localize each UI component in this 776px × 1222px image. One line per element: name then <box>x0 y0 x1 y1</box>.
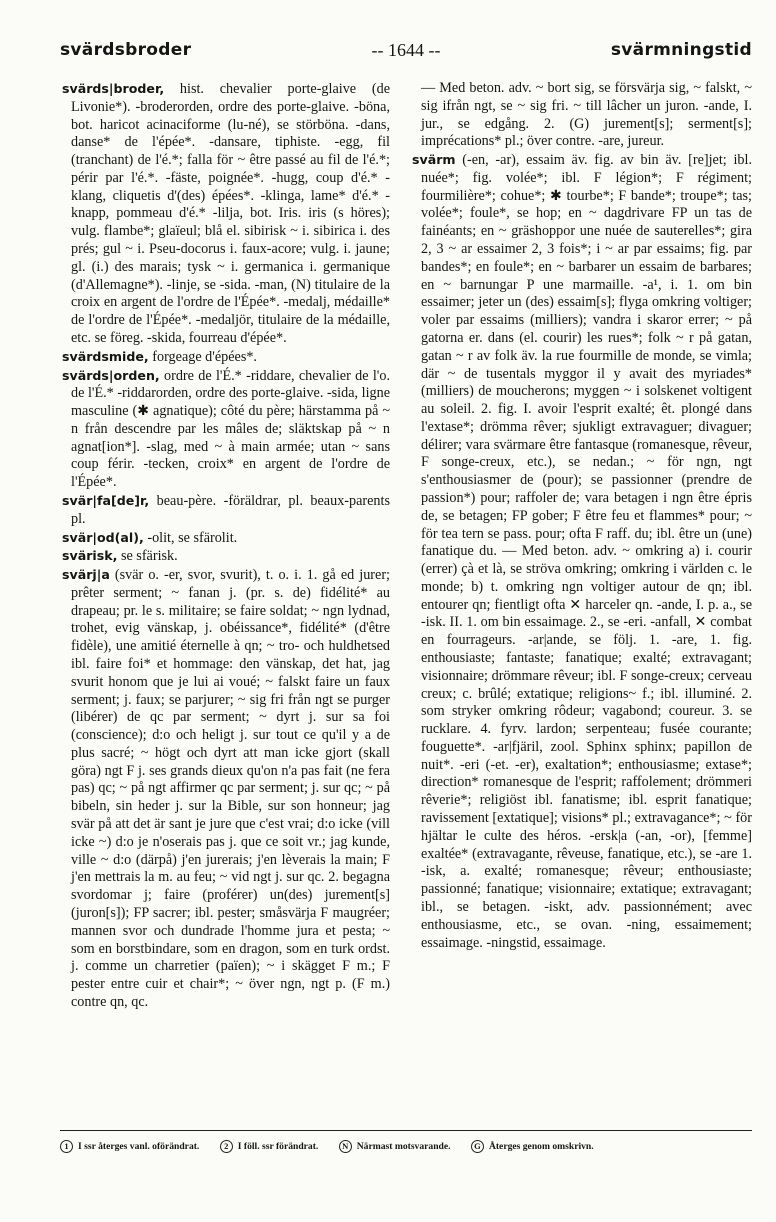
entry-text: hist. chevalier porte-glaive (de Livonie*). -broderorden, ordre des porte-glaive. -böna, bot. haricot acinaciforme (lu-né), se störböna. -dans, danse* de l'épée*. -dansare, tiphiste. -egg, fil (tranchant) de l'é.*; falla för ~ être passé au fil de l'é.*; périr par l'é.*. -fäste, poignée*. -hugg, coup d'é.* -klang, cliquetis d'(des) épées*. -klinga, lame* d'é.* -knapp, pommeau d'é.* -lilja, bot. Iris. iris (s höres); vulg. flambe*; glaïeul; blå el. sibirisk ~ i. sibirica i. des prés; gul ~ i. Pseu-docorus i. faux-acore; vulg. i. jaune; gl. (i.) des marais; tysk ~ i. germanica i. germanique (d'Allemagne*). -linje, se -sida. -man, (N) titulaire de la croix en argent de l'ordre de l'Épée*. -medalj, médaille* de l'ordre de l'Épée*. -medaljör, titulaire de la médaille, etc. se föreg. -skida, fourreau d'épée*. <box>71 81 390 346</box>
footnote-text: Återges genom omskrivn. <box>488 1140 594 1152</box>
headword: svärm <box>412 152 456 168</box>
left-column <box>62 80 390 1012</box>
entry-text: (-en, -ar), essaim äv. fig. av bin äv. [re]jet; ibl. nuée*; fig. volée*; ibl. F légion*; F régiment; fourmilière*; cohue*; ✱ tourbe*; F bande*; troupe*; tas; volée*; foule*, se hop; en ~ dagdrivare FP un tas de fainéants; en ~ gräshoppor une nuée de sauterelles*; gira 2, 3 ~ ar essaimer 2, 3 fois*; i ~ ar par essaims; fig. par bandes*; en foule*; en ~ barbarer un essaim de barbares; en ~ barnungar P une marmaille. -a¹, i. 1. om bin essaimer; jeter un (des) essaim[s]; flyga omkring voltiger; voler par essaims (milliers); vandra i skaror errer; ~ på gatorna er. dans (el. courir) les rues*; folk ~ r på gatan, gatan ~ r av folk äv. la rue fourmille de monde, se vimla; där ~ de tusentals myggor il y avait des myriades* (milliers) de moucherons; myggen ~ i solskenet voltigent au soleil. 2. fig. I. avoir l'esprit exalté; êt. plongé dans l'extase*; drömma rêver; sjukligt extravaguer; divaguer; délirer; vara svärmare être fantasque (romanesque, rêveur, F songe-creux, etc.), se nedan.; ~ för ngn, ngt s'enthousiasmer de (pour); se passionner (prendre de passion*) pour; raffoler de; vara betagen i ngn être épris de, se betagen; FP gober; F être feu et flammes* pour; ~ för tea tern se pass. pour; ofta F raff. du; ibl. être un (une) fanatique du. — Med beton. adv. ~ omkring a) i. courir (errer) çà et là, se ströva omkring; omkring i världen c. le monde; b) t. omkring ngn voltiger autour de qn; ibl. entourer qn; fientligt ofta ✕ harceler qn. -ande, I. p. a., se -isk. II. 1. om bin essaimage. 2., se -eri. -anfall, ✕ combat en fourrageurs. -ar|ande, se följ. 1. -are, 1. fig. enthousiaste; fantaste; fanatique; exalté; extravagant; visionnaire; drömmare rêveur; ibl. F songe-creux; cerveau creux; c. brûlé; extatique; religions~ f.; ibl. illuminé. 2. som stryker omkring rôdeur; vagabond; coureur. 3. se rucklare. 4. fyrv. lardon; serpenteau; fusée courante; fouguette*. -ar|fjäril, zool. Sphinx sphinx; papillon de nuit*. -eri (-et. -er), exaltation*; enthousiasme; extase*; direction* romanesque de l'esprit; raffolement; drömmeri rêverie*; religiöst ibl. fanatisme; ibl. esprit fanatique; ravissement [extatique]; visions* pl.; extravagance*; ~ för hjältar le culte des héros. -ersk|a (-an, -or), [femme] exaltée* (extravagante, rêveuse, fanatique, etc.), se -are 1. -isk, a. exalté; romanesque; rêveur; enthousiaste; passionné; fanatique; visionnaire; extatique; extravagant; ibl., se betagen. -iskt, adv. passionnément; avec enthousiasme, etc., se ovan. -ning, essaimement; essaimage. -ningstid, essaimage. <box>421 152 752 951</box>
entry <box>62 529 390 548</box>
entry-text: se sfärisk. <box>117 548 178 565</box>
entry <box>62 547 390 566</box>
entry-text: (svär o. -er, svor, svurit), t. o. i. 1. gå ed jurer; prêter serment; ~ fanan j. (pr. s. de) fidélité* au drapeau; pr. le s. militaire; se faire soldat; ~ ngn lydnad, trohet, evig vänskap, j. obéissance*, fidélité* (d'être fidèle), une amitié éternelle à qn; ~ tro- och huldhetsed ibl. faire foi* et hommage: den vänskap, det hat, jag svurit honom que je lui ai voué; ~ falskt faire un faux serment; j. faux; se parjurer; ~ sig fri från ngt se purger (libérer) de qc par serment; ~ dyrt j. sur sa foi (conscience); d:o och heligt j. sur tout ce qu'il y a de plus sacré; ~ högt och dyrt att man icke gjort (skall göra) ngt F j. ses grands dieux qu'on n'a pas fait (ne fera pas) qc; ~ på ngt affirmer qc par serment; j. sur qc; ~ på bibeln, sin heder j. sur la Bible, sur son honneur; jag svär på att det är sant je jure que c'est vrai; d:o icke (vill icke ~) d:o je n'oserais pas j. que ce soit vr.; jag kunde, ville ~ d:o (därpå) j'en jurerais; j'en lèverais la main; F j'en mettrais la m. au feu; ~ vid ngt j. sur qc. 2. begagna svordomar j; faire (proférer) un(des) jurement[s] (juron[s]); FP sacrer; ibl. pester; småsvärja F maugréer; mannen svor och dundrade l'homme jura et pesta; ~ som en borstbindare, som en dragon, som en turk ordst. j. comme un charretier (païen); ~ i skägget F m.; F pester entre cuir et chair*; ~ över ngn, ngt p. (F m.) contre qn, qc. <box>71 567 390 1010</box>
footnote-mark: 2 <box>220 1140 233 1153</box>
headword: svärdsmide, <box>62 348 149 364</box>
footnote-text: I ssr återges vanl. oförändrat. <box>78 1140 200 1152</box>
headword: svär|fa[de]r, <box>62 492 150 508</box>
footnotes <box>60 1140 760 1153</box>
entry-continuation <box>412 80 752 151</box>
headword: svärj|a <box>62 567 110 583</box>
header-last-word: svärmningstid <box>610 40 752 60</box>
entry <box>62 80 390 348</box>
right-column <box>412 80 752 952</box>
headword: svärds|broder, <box>62 81 165 96</box>
entry <box>412 151 752 952</box>
footnote <box>60 1141 199 1152</box>
entry-text: — Med beton. adv. ~ bort sig, se försvärja sig, ~ falskt, ~ sig ifrån ngt, se ~ sig fri. ~ till lâcher un juron. -ande, I. jur., se edgång. 2. (G) jurement[s]; serment[s]; imprécations* pl.; över contre. -are, jureur. <box>421 80 752 150</box>
footnote <box>220 1141 319 1152</box>
entry <box>62 367 390 492</box>
entry-text: ordre de l'É.* -riddare, chevalier de l'o. de l'É.* -riddarorden, ordre des porte-glaive. -sida, ligne masculine (✱ agnatique); côté du père; härstamma på ~ n från descendre par les mâles de; släktskap på ~ n agnat[ion*]. -slag, med ~ à main armée; utan ~ sans coup férir. -tecken, croix* en argent de l'ordre de l'Épée*. <box>71 367 390 491</box>
footnote-mark: 1 <box>60 1140 73 1153</box>
header-first-word: svärdsbroder <box>60 40 192 60</box>
footnote <box>339 1141 451 1152</box>
page-header <box>60 40 752 70</box>
entry <box>62 566 390 1012</box>
entry <box>62 348 390 367</box>
footnote <box>471 1141 594 1152</box>
footnote-rule <box>60 1130 752 1131</box>
footnote-text: I föll. ssr förändrat. <box>237 1140 319 1152</box>
headword: svär|od(al), <box>62 529 144 545</box>
page-number: -- 1644 -- <box>371 40 441 60</box>
footnote-mark: N <box>339 1140 352 1153</box>
footnote-mark: G <box>471 1140 484 1153</box>
footnote-text: Närmast motsvarande. <box>356 1140 451 1152</box>
entry <box>62 492 390 529</box>
entry-text: forgeage d'épées*. <box>148 348 257 365</box>
entry-text: beau-père. -föräldrar, pl. beaux-parents pl. <box>71 492 390 527</box>
headword: svärds|orden, <box>62 367 160 383</box>
headword: svärisk, <box>62 548 118 564</box>
entry-text: -olit, se sfärolit. <box>143 529 238 546</box>
